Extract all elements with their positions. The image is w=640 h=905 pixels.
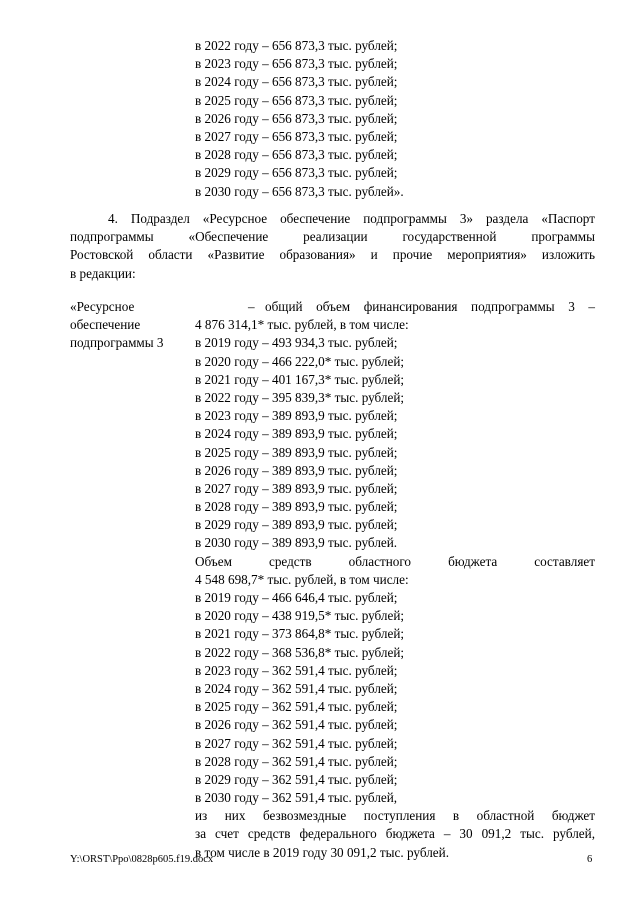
label-line: «Ресурсное <box>70 299 135 314</box>
regional-year-item: в 2026 году – 362 591,4 тыс. рублей; <box>195 717 398 733</box>
total-year-item: в 2026 году – 389 893,9 тыс. рублей; <box>195 462 398 478</box>
list-item: в 2029 году – 656 873,3 тыс. рублей; <box>195 165 398 181</box>
paragraph-line: 4. Подраздел «Ресурсное обеспечение подпрограммы 3» раздела «Паспорт <box>108 211 595 226</box>
total-year-item: в 2028 году – 389 893,9 тыс. рублей; <box>195 499 398 515</box>
label-dash: – <box>248 299 255 314</box>
total-line: 4 876 314,1* тыс. рублей, в том числе: <box>195 317 409 333</box>
list-item: в 2026 году – 656 873,3 тыс. рублей; <box>195 110 398 126</box>
list-item: в 2025 году – 656 873,3 тыс. рублей; <box>195 92 398 108</box>
paragraph-line: в редакции: <box>70 265 136 281</box>
regional-year-item: в 2020 году – 438 919,5* тыс. рублей; <box>195 608 405 624</box>
total-year-item: в 2019 году – 493 934,3 тыс. рублей; <box>195 335 398 351</box>
total-year-item: в 2024 году – 389 893,9 тыс. рублей; <box>195 426 398 442</box>
regional-year-item: в 2022 году – 368 536,8* тыс. рублей; <box>195 644 405 660</box>
total-year-item: в 2021 году – 401 167,3* тыс. рублей; <box>195 371 405 387</box>
regional-year-item: в 2019 году – 466 646,4 тыс. рублей; <box>195 590 398 605</box>
label-line: подпрограммы 3 <box>70 335 164 351</box>
list-item: в 2023 году – 656 873,3 тыс. рублей; <box>195 56 398 72</box>
regional-year-item: в 2027 году – 362 591,4 тыс. рублей; <box>195 735 398 751</box>
paragraph-4 <box>70 210 595 283</box>
list-item: в 2024 году – 656 873,3 тыс. рублей; <box>195 74 398 90</box>
footer-file-path: Y:\ORST\Ppo\0828p605.f19.docx <box>70 854 214 865</box>
resource-label <box>70 298 190 353</box>
resource-body <box>195 298 595 862</box>
total-year-item: в 2029 году – 389 893,9 тыс. рублей; <box>195 517 398 533</box>
total-year-item: в 2022 году – 395 839,3* тыс. рублей; <box>195 389 405 405</box>
page-number: 6 <box>587 854 593 865</box>
list-item: в 2022 году – 656 873,3 тыс. рублей; <box>195 38 398 53</box>
regional-year-item: в 2030 году – 362 591,4 тыс. рублей, <box>195 790 398 806</box>
total-line: общий объем финансирования подпрограммы 3 – <box>265 299 595 314</box>
federal-line: за счет средств федерального бюджета – 30 091,2 тыс. рублей, <box>195 826 595 842</box>
regional-line: Объем средств областного бюджета составляет <box>195 553 595 569</box>
regional-year-item: в 2023 году – 362 591,4 тыс. рублей; <box>195 662 398 678</box>
list-item: в 2028 году – 656 873,3 тыс. рублей; <box>195 147 398 163</box>
paragraph-line: Ростовской области «Развитие образования» и прочие мероприятия» изложить <box>70 247 595 263</box>
regional-year-item: в 2028 году – 362 591,4 тыс. рублей; <box>195 753 398 769</box>
regional-year-item: в 2029 году – 362 591,4 тыс. рублей; <box>195 771 398 787</box>
total-year-item: в 2030 году – 389 893,9 тыс. рублей. <box>195 535 398 551</box>
total-year-item: в 2025 году – 389 893,9 тыс. рублей; <box>195 444 398 460</box>
regional-year-item: в 2021 году – 373 864,8* тыс. рублей; <box>195 626 405 642</box>
total-year-item: в 2023 году – 389 893,9 тыс. рублей; <box>195 408 398 424</box>
federal-line: из них безвозмездные поступления в областной бюджет <box>195 808 595 824</box>
label-line: обеспечение <box>70 317 141 333</box>
regional-line: 4 548 698,7* тыс. рублей, в том числе: <box>195 571 409 587</box>
paragraph-line: подпрограммы «Обеспечение реализации государственной программы <box>70 229 595 245</box>
list-item: в 2027 году – 656 873,3 тыс. рублей; <box>195 128 398 144</box>
federal-line: в том числе в 2019 году 30 091,2 тыс. рублей. <box>195 844 449 860</box>
total-year-item: в 2027 году – 389 893,9 тыс. рублей; <box>195 480 398 496</box>
total-year-item: в 2020 году – 466 222,0* тыс. рублей; <box>195 353 405 369</box>
list-item: в 2030 году – 656 873,3 тыс. рублей». <box>195 183 404 199</box>
year-list-previous <box>195 37 595 201</box>
regional-year-item: в 2024 году – 362 591,4 тыс. рублей; <box>195 680 398 696</box>
regional-year-item: в 2025 году – 362 591,4 тыс. рублей; <box>195 699 398 715</box>
